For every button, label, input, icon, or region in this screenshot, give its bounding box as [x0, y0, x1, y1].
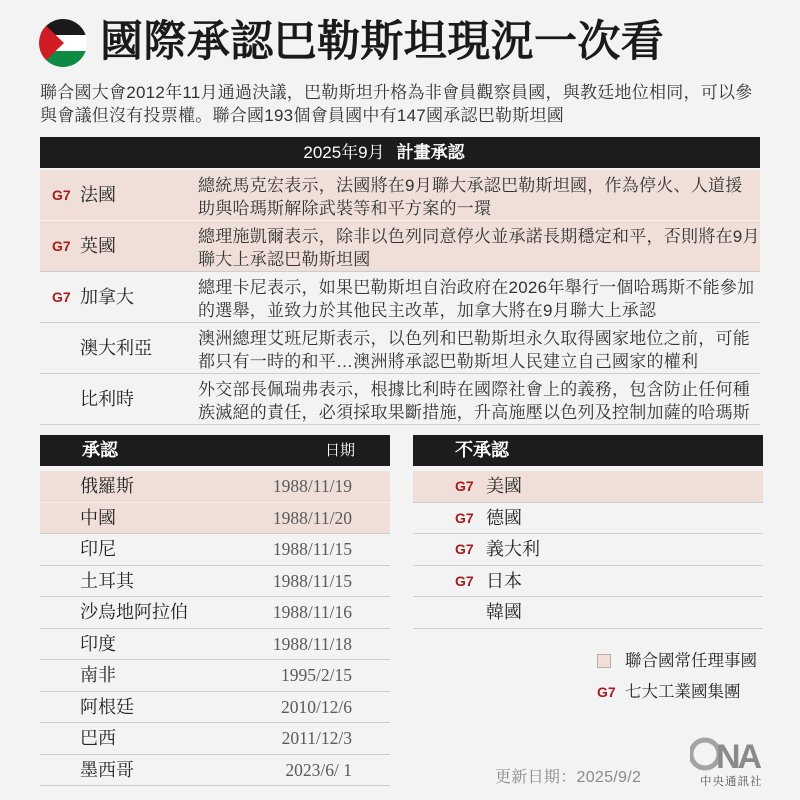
recognized-header-date: 日期 — [324, 442, 355, 459]
table-row — [40, 692, 390, 724]
country-name: 英國 — [80, 236, 116, 256]
recognized-header-label: 承認 — [82, 440, 118, 460]
legend-permanent-member-swatch — [597, 654, 611, 668]
table-row — [40, 755, 390, 787]
country-name: 日本 — [486, 570, 522, 591]
country-name: 巴西 — [80, 728, 116, 748]
planned-row — [40, 221, 760, 272]
intro-line: 聯合國大會2012年11月通過決議，巴勒斯坦升格為非會員觀察員國，與教廷地位相同，可以參 — [40, 83, 753, 102]
statement-line: 助與哈瑪斯解除武裝等和平方案的一環 — [198, 199, 492, 218]
recognition-date: 1988/11/20 — [272, 507, 352, 528]
table-row — [413, 534, 763, 566]
statement-line: 都只有一時的和平…澳洲將承認巴勒斯坦人民建立自己國家的權利 — [198, 352, 699, 371]
legend-permanent-member-label: 聯合國常任理事國 — [625, 652, 757, 670]
table-row — [40, 503, 390, 535]
g7-badge: G7 — [455, 509, 474, 526]
country-name: 美國 — [486, 476, 522, 496]
table-row — [40, 660, 390, 692]
recognition-date: 1995/2/15 — [281, 665, 352, 685]
planned-row — [40, 323, 760, 374]
recognition-date: 1988/11/15 — [272, 570, 352, 591]
recognition-date: 1988/11/15 — [272, 539, 352, 559]
recognized-table-header — [40, 435, 390, 466]
table-row — [413, 471, 763, 503]
g7-badge: G7 — [455, 478, 474, 494]
table-row — [413, 503, 763, 535]
recognition-date: 1988/11/19 — [272, 476, 352, 496]
recognition-date: 2010/12/6 — [281, 696, 352, 717]
update-date: 更新日期：2025/9/2 — [495, 769, 642, 786]
recognition-date: 1988/11/18 — [272, 633, 352, 654]
cna-logo — [690, 732, 766, 788]
planned-row — [40, 272, 760, 323]
country-name: 土耳其 — [80, 570, 134, 591]
statement — [198, 276, 754, 322]
table-row — [40, 597, 390, 629]
legend-g7-label: 七大工業國集團 — [625, 683, 741, 701]
statement — [198, 174, 742, 220]
country-name: 澳大利亞 — [80, 338, 152, 358]
statement-line: 澳洲總理艾班尼斯表示，以色列和巴勒斯坦永久取得國家地位之前，可能 — [198, 329, 750, 348]
intro-paragraph — [40, 81, 752, 127]
not-recognized-header-label: 不承認 — [455, 440, 509, 460]
planned-table-header — [40, 137, 760, 168]
country-name: 加拿大 — [80, 287, 134, 307]
g7-badge: G7 — [52, 238, 71, 254]
country-name: 印尼 — [80, 539, 116, 559]
intro-line: 與會議但沒有投票權。聯合國193個會員國中有147國承認巴勒斯坦國 — [40, 106, 564, 125]
statement-line: 的選舉，並致力於其他民主改革，加拿大將在9月聯大上承認 — [198, 301, 657, 320]
statement — [198, 378, 750, 424]
statement — [198, 225, 760, 271]
table-row — [40, 723, 390, 755]
g7-badge: G7 — [455, 541, 474, 557]
statement-line: 聯大上承認巴勒斯坦國 — [198, 250, 371, 269]
statement-line: 外交部長佩瑞弗表示，根據比利時在國際社會上的義務，包含防止任何種 — [198, 380, 750, 399]
g7-badge: G7 — [52, 187, 71, 203]
country-name: 阿根廷 — [80, 696, 134, 717]
planned-recognition-table — [40, 137, 760, 425]
country-name: 韓國 — [486, 602, 522, 622]
cna-logo-na: NA — [716, 738, 760, 774]
statement-line: 總理卡尼表示，如果巴勒斯坦自治政府在2026年舉行一個哈瑪斯不能參加 — [198, 278, 755, 297]
country-name: 義大利 — [486, 539, 540, 559]
statement-line: 總理施凱爾表示，除非以色列同意停火並承諾長期穩定和平，否則將在9月 — [198, 227, 760, 246]
statement-line: 總統馬克宏表示，法國將在9月聯大承認巴勒斯坦國，作為停火、人道援 — [198, 176, 743, 195]
planned-header-label: 計畫承認 — [396, 143, 465, 162]
country-name: 南非 — [80, 665, 116, 685]
recognition-date: 1988/11/16 — [272, 602, 352, 622]
country-name: 德國 — [486, 507, 522, 528]
planned-row — [40, 170, 760, 221]
not-recognized-table-header — [413, 435, 763, 466]
table-row — [40, 566, 390, 598]
recognition-date: 2011/12/3 — [281, 728, 352, 748]
country-name: 印度 — [80, 633, 116, 654]
g7-badge: G7 — [455, 572, 474, 589]
page-title: 國際承認巴勒斯坦現況一次看 — [100, 18, 665, 66]
recognition-date: 2023/6/ 1 — [285, 759, 352, 780]
g7-badge: G7 — [52, 289, 71, 305]
not-recognized-table — [413, 435, 763, 629]
country-name: 比利時 — [80, 389, 134, 409]
table-row — [413, 566, 763, 598]
country-name: 中國 — [80, 507, 116, 528]
country-name: 俄羅斯 — [80, 476, 134, 496]
cna-logo-caption: 中央通訊社 — [700, 776, 763, 788]
not-recognized-rows — [413, 471, 763, 629]
table-row — [40, 629, 390, 661]
planned-row — [40, 374, 760, 425]
statement — [198, 327, 750, 373]
table-row — [40, 534, 390, 566]
table-row — [40, 471, 390, 503]
recognized-table — [40, 435, 390, 786]
country-name: 沙烏地阿拉伯 — [80, 602, 188, 622]
planned-rows — [40, 170, 760, 425]
planned-header-date: 2025年9月 — [303, 143, 385, 162]
legend-g7-badge: G7 — [597, 684, 616, 700]
country-name: 墨西哥 — [80, 759, 134, 780]
country-name: 法國 — [80, 185, 116, 205]
table-row — [413, 597, 763, 629]
recognized-rows — [40, 471, 390, 786]
palestine-flag-icon — [39, 19, 87, 67]
statement-line: 族滅絕的責任，必須採取果斷措施，升高施壓以色列及控制加薩的哈瑪斯 — [198, 403, 750, 422]
